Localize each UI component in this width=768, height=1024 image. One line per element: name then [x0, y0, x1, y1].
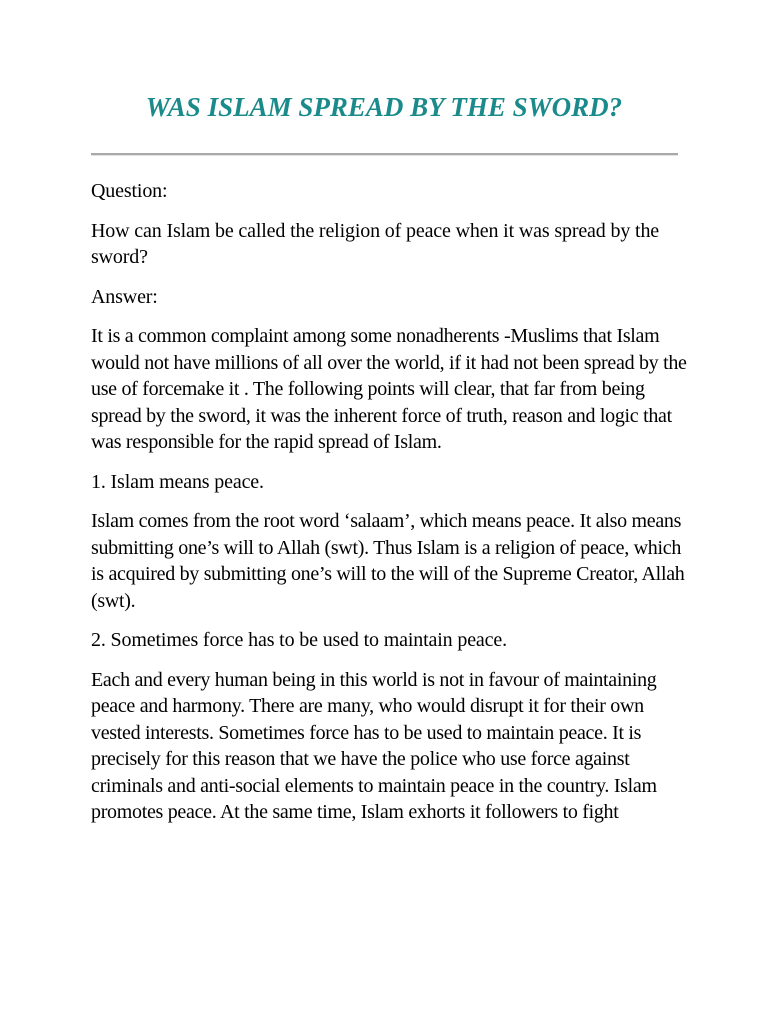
title-divider	[91, 153, 678, 156]
question-heading: Question:	[91, 180, 168, 202]
document-title: WAS ISLAM SPREAD BY THE SWORD?	[145, 92, 623, 122]
answer-intro-paragraph: It is a common complaint among some nonadherents -Muslims that Islam would not have millions of all over the world, if it had not been spread by the use of forcemake it . The following points will clear, that far from being spread by the sword, it was the inherent force of truth, reason and logic that was responsible for the rapid spread of Islam.	[91, 325, 687, 453]
answer-heading: Answer:	[91, 285, 158, 308]
question-text: How can Islam be called the religion of peace when it was spread by the sword?	[91, 219, 660, 268]
point-1-paragraph: Islam comes from the root word ‘salaam’, which means peace. It also means submitting one’s will to Allah (swt). Thus Islam is a religion of peace, which is acquired by submitting one’s will to the will of the Supreme Creator, Allah (swt).	[91, 510, 685, 612]
point-2-heading: 2. Sometimes force has to be used to maintain peace.	[91, 629, 507, 651]
document-body	[91, 178, 691, 839]
point-1-heading: 1. Islam means peace.	[91, 470, 264, 493]
point-2-paragraph: Each and every human being in this world is not in favour of maintaining peace and harmony. There are many, who would disrupt it for their own vested interests. Sometimes force has to be used to maintain peace. It is precisely for this reason that we have the police who use force against criminals and anti-social elements to maintain peace in the country. Islam promotes peace. At the same time, Islam exhorts it followers to fight	[91, 668, 657, 823]
